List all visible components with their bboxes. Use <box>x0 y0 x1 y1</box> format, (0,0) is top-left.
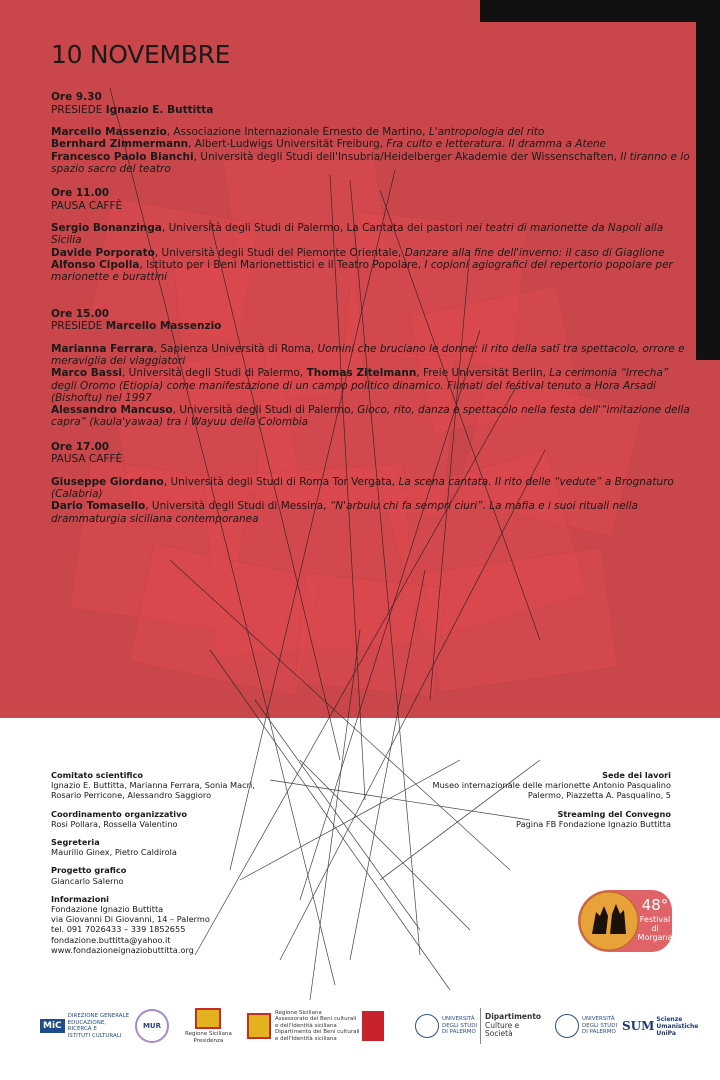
speaker-name: Marianna Ferrara <box>51 342 154 355</box>
speaker-name: Alfonso Cipolla <box>51 259 140 272</box>
speaker-affiliation: , Università degli Studi di Roma Tor Vergata, <box>163 475 399 488</box>
talk-title: “N'arbulu chi fa sempri ciuri”. La mafia e i suoi rituali nella drammaturgia siciliana contemporanea <box>51 500 638 525</box>
speaker-name: Dario Tomasello <box>51 500 146 513</box>
session-time: Ore 17.00 <box>51 440 110 453</box>
dipartimento-text: Dipartimento <box>485 1012 542 1022</box>
session-label <box>51 104 691 117</box>
festival-number: 48° <box>641 896 669 914</box>
talk-item <box>51 138 691 150</box>
sum-text: UniPa <box>656 1029 676 1037</box>
credits-block <box>51 865 351 885</box>
talk-title: nei teatri di marionette da Napoli alla Sicilia <box>51 222 664 247</box>
talk-title: Gioco, rito, danza e spettacolo nella festa dell'“imitazione della capra” (kaula'yawaa) tra i Wayuu della Colombia <box>51 404 690 429</box>
top-black-bar <box>480 0 720 22</box>
eagle-emblem-icon <box>362 1011 384 1041</box>
unipa-text: DI PALERMO <box>582 1029 616 1036</box>
credits-block <box>51 770 351 801</box>
festival-line2: di <box>651 924 659 933</box>
streaming-block <box>351 809 671 829</box>
unipa-seal-icon <box>415 1014 439 1038</box>
speaker-affiliation: , Università degli Studi di Palermo, <box>122 367 307 380</box>
page-title: 10 NOVEMBRE <box>51 40 231 69</box>
mic-logo <box>40 1008 129 1044</box>
talk-item <box>51 259 691 284</box>
speaker-name: Davide Porporato <box>51 246 155 259</box>
session-label-prefix: PRESIEDE <box>51 320 106 333</box>
unipa-text: DEGLI STUDI <box>442 1022 478 1029</box>
unipa-logo-2 <box>555 1008 617 1044</box>
regione-text: e dell'Identità siciliana <box>275 1035 337 1042</box>
regione-presidenza-logo <box>185 1008 232 1044</box>
speaker-name: Francesco Paolo Bianchi <box>51 150 194 163</box>
talk-title: La scena cantata. Il rito delle “vedute” a Brognaturo (Calabria) <box>51 475 674 501</box>
credits-line: tel. 091 7026433 – 339 1852655 <box>51 924 186 935</box>
festival-badge <box>578 890 672 952</box>
unipa-logo <box>415 1008 477 1044</box>
speaker-name: Marco Bassi <box>51 367 122 380</box>
regione-assessorato-logo <box>247 1008 360 1044</box>
talk-item <box>51 476 691 501</box>
mur-logo <box>135 1008 169 1044</box>
speaker-name: Alessandro Mancuso <box>51 404 173 417</box>
mic-text: RICERCA E <box>67 1026 97 1032</box>
session <box>51 91 691 175</box>
credits-heading: Comitato scientifico <box>51 770 143 780</box>
regione-text: e dell'Identità siciliana <box>275 1022 337 1029</box>
talk-item <box>51 343 691 368</box>
mic-text: DIREZIONE GENERALE <box>67 1013 130 1019</box>
speaker-name-2: Thomas Zitelmann <box>306 367 417 380</box>
credits-block <box>51 894 351 955</box>
talk-item <box>51 126 691 138</box>
regione-text: Dipartimento dei Beni culturali <box>275 1029 360 1036</box>
sum-logo <box>622 1008 698 1044</box>
talk-title: I copioni agiografici del repertorio popolare per marionette e burattini <box>51 259 673 284</box>
mic-text: EDUCAZIONE, <box>67 1019 107 1026</box>
programme-content <box>51 40 691 537</box>
festival-line3: Morgana <box>637 933 673 942</box>
session <box>51 308 691 429</box>
streaming-heading: Streaming del Convegno <box>557 808 671 819</box>
unipa-text: DEGLI STUDI <box>582 1022 618 1029</box>
session-label <box>51 320 691 333</box>
dipartimento-text: Culture e <box>485 1020 520 1030</box>
session-label: PAUSA CAFFÈ <box>51 453 123 466</box>
sum-text: Umanistiche <box>656 1022 699 1030</box>
footer-credits <box>51 770 351 963</box>
mic-mark: MiC <box>40 1019 65 1034</box>
talk-title: La cerimonia “Irrecha” degli Oromo (Etiopia) come manifestazione di un campo politico dinamico. Filmati del festival tenuto a Hora Arsadi (Bishoftu) nel 1997 <box>51 367 669 404</box>
credits-heading: Segreteria <box>51 837 100 848</box>
talk-list <box>51 126 691 175</box>
venue-heading: Sede dei lavori <box>602 770 671 780</box>
speaker-affiliation: , Università degli Studi di Palermo, La Cantata dei pastori <box>161 222 467 235</box>
sum-mark: SUM <box>622 1018 655 1033</box>
credits-heading: Informazioni <box>51 893 109 904</box>
speaker-affiliation: , Università degli Studi di Palermo, <box>172 404 358 417</box>
credits-line: Rosi Pollara, Rossella Valentino <box>51 818 178 829</box>
talk-item <box>51 367 691 404</box>
talk-title: Fra culto e letteratura. Il dramma a Atene <box>386 138 607 151</box>
footer-venue <box>351 770 671 837</box>
trinacria-icon <box>247 1013 271 1039</box>
session <box>51 187 691 283</box>
speaker-affiliation: , Sapienza Università di Roma, <box>153 342 318 355</box>
speaker-name: Bernhard Zimmermann <box>51 138 189 151</box>
mur-ring-icon <box>135 1009 169 1043</box>
speaker-affiliation: , Università degli Studi di Messina, <box>145 500 330 513</box>
credits-line: Fondazione Ignazio Buttitta <box>51 904 164 915</box>
speaker-name: Marcello Massenzio <box>51 126 167 138</box>
credits-line: Giancarlo Salerno <box>51 875 124 886</box>
talk-title: L'antropologia del rito <box>428 126 545 138</box>
speaker-name: Giuseppe Giordano <box>51 475 164 488</box>
mur-mark: MUR <box>142 1021 162 1030</box>
credits-line: via Giovanni Di Giovanni, 14 – Palermo <box>51 914 210 925</box>
credits-line: Maurilio Ginex, Pietro Caldirola <box>51 847 177 858</box>
dipartimento-logo <box>480 1008 541 1044</box>
talk-title: Il tiranno e lo spazio sacro del teatro <box>51 150 690 175</box>
venue-line: Palermo, Piazzetta A. Pasqualino, 5 <box>527 790 671 801</box>
email-link[interactable]: fondazione.buttitta@yahoo.it <box>51 934 171 945</box>
credits-line: Ignazio E. Buttitta, Marianna Ferrara, Sonia Macrì, <box>51 780 255 791</box>
credits-block <box>51 837 351 857</box>
streaming-link[interactable]: Pagina FB Fondazione Ignazio Buttitta <box>516 818 671 829</box>
talk-item <box>51 247 691 259</box>
regione-text: Regione Siciliana <box>275 1009 322 1016</box>
unipa-text: DI PALERMO <box>442 1029 476 1036</box>
unipa-seal-icon <box>555 1014 579 1038</box>
speaker-affiliation: , Albert-Ludwigs Universität Freiburg, <box>188 138 387 151</box>
credits-block <box>51 809 351 829</box>
festival-line1: Festival <box>639 915 671 924</box>
talk-list <box>51 343 691 429</box>
venue-line: Museo internazionale delle marionette Antonio Pasqualino <box>432 780 671 791</box>
session-chair: Marcello Massenzio <box>105 320 222 333</box>
website-link[interactable]: www.fondazioneignaziobuttitta.org <box>51 944 194 955</box>
talk-item <box>51 151 691 176</box>
sum-text: Scienze <box>656 1015 683 1023</box>
session-time: Ore 11.00 <box>51 187 110 200</box>
speaker-affiliation: , Associazione Internazionale Ernesto de Martino, <box>166 126 429 138</box>
unipa-text: UNIVERSITÀ <box>442 1016 475 1023</box>
mic-text: ISTITUTI CULTURALI <box>67 1032 122 1039</box>
talk-item <box>51 500 691 525</box>
session-time: Ore 15.00 <box>51 307 110 320</box>
session-time: Ore 9.30 <box>51 91 102 103</box>
talk-list <box>51 222 691 283</box>
talk-title: Danzare alla fine dell'inverno: il caso di Giaglione <box>404 246 665 259</box>
session-label: PAUSA CAFFÈ <box>51 199 123 212</box>
speaker-affiliation-2: , Freie Universität Berlin, <box>416 367 550 380</box>
speaker-affiliation: , Università degli Studi dell'Insubria/Heidelberger Akademie der Wissenschaften, <box>193 150 621 163</box>
credits-heading: Coordinamento organizzativo <box>51 808 188 819</box>
trinacria-icon <box>195 1008 221 1029</box>
talk-item <box>51 404 691 429</box>
palermo-emblem-logo <box>362 1008 384 1044</box>
venue-block <box>351 770 671 801</box>
speaker-name: Sergio Bonanzinga <box>51 222 162 235</box>
talk-list <box>51 476 691 525</box>
talk-item <box>51 222 691 247</box>
sponsor-logos <box>40 1008 699 1048</box>
unipa-text: UNIVERSITÀ <box>582 1016 615 1023</box>
regione-text: Regione Siciliana <box>185 1031 232 1037</box>
speaker-affiliation: , Istituto per i Beni Marionettistici e il Teatro Popolare, <box>139 259 425 272</box>
session-chair: Ignazio E. Buttitta <box>105 103 214 116</box>
talk-title: Uomini che bruciano le donne: il rito della satī tra spettacolo, orrore e meraviglia dei viaggiatori <box>51 342 685 367</box>
side-black-bar <box>696 0 720 360</box>
session <box>51 441 691 525</box>
regione-text: Assessorato dei Beni culturali <box>275 1016 357 1023</box>
dipartimento-text: Società <box>485 1029 513 1039</box>
credits-line: Rosario Perricone, Alessandro Saggioro <box>51 790 212 801</box>
credits-heading: Progetto grafico <box>51 865 127 876</box>
speaker-affiliation: , Università degli Studi del Piemonte Orientale, <box>154 246 405 259</box>
regione-text: Presidenza <box>193 1037 224 1044</box>
session-label-prefix: PRESIEDE <box>51 103 106 116</box>
